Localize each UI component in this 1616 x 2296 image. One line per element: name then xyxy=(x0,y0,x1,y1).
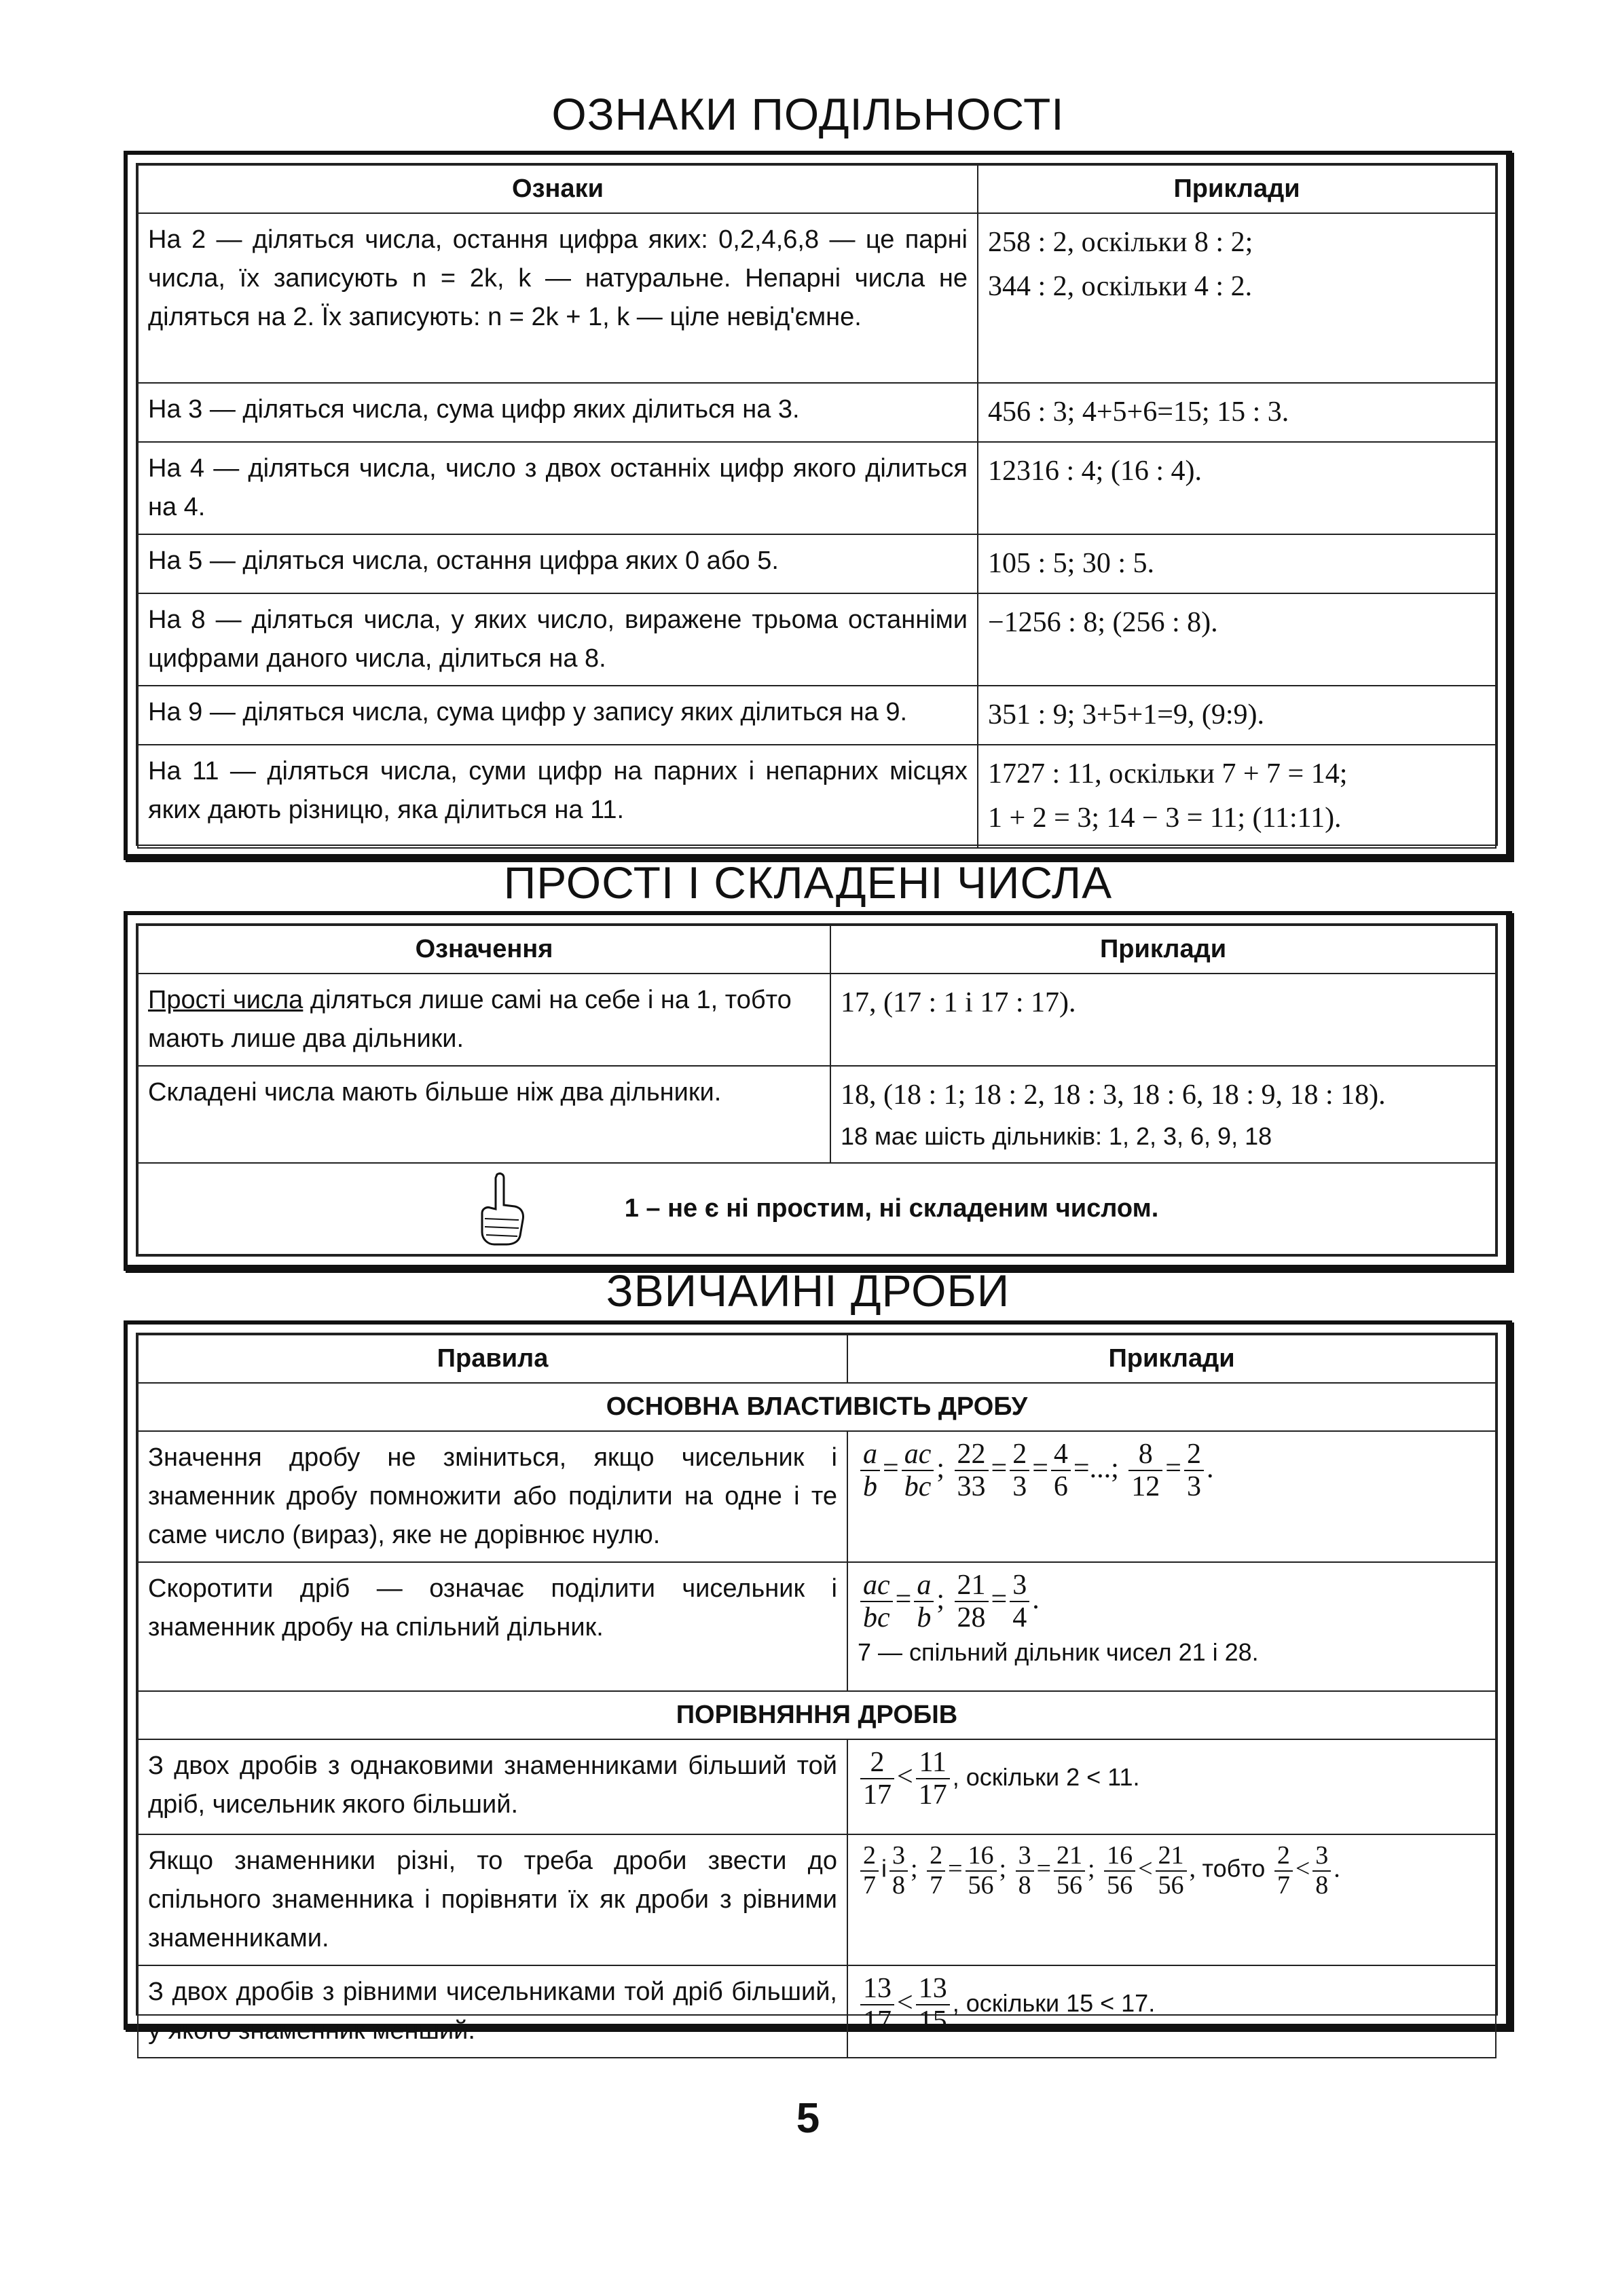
prime-example: 17, (17 : 1 і 17 : 17). xyxy=(830,974,1496,1066)
col-header-examples: Приклади xyxy=(978,165,1496,213)
example-same-numerator: $\frac{13}{17}$ < $\frac{13}{15}$ , оскільки 15 < 17. xyxy=(847,1965,1496,2058)
divisibility-table-frame xyxy=(124,151,1512,860)
rule-reduce: Скоротити дріб — означає поділити чисельник і знаменник дробу на спільний дільник. xyxy=(138,1562,847,1691)
example-5: 105 : 5; 30 : 5. xyxy=(978,534,1496,593)
example-reduce: $\frac{ac}{bc}$ = $\frac{a}{b}$ ; $\frac{21}{28}$ = $\frac{3}{4}$ . 7 — спільний дільник чисел 21 і 28. xyxy=(847,1562,1496,1691)
sign-8: На 8 — діляться числа, у яких число, виражене трьома останніми цифрами даного числа, ділиться на 8. xyxy=(138,593,978,686)
example-basic-property: $\frac{a}{b}$ = $\frac{ac}{bc}$ ; $\frac{22}{33}$ = $\frac{2}{3}$ = $\frac{4}{6}$ =...; $\frac{8}{12}$ = $\frac{2}{3}$ . xyxy=(847,1431,1496,1562)
primes-table xyxy=(137,925,1496,1255)
section2-title: ПРОСТІ І СКЛАДЕНІ ЧИСЛА xyxy=(503,857,1113,908)
note-row xyxy=(138,1163,1496,1255)
sign-11: На 11 — діляться числа, суми цифр на парних і непарних місцях яких дають різницю, яка ділиться на 11. xyxy=(138,745,978,848)
divisibility-table xyxy=(137,164,1496,849)
example-9: 351 : 9; 3+5+1=9, (9:9). xyxy=(978,686,1496,745)
col-header-definition: Означення xyxy=(138,925,830,974)
prime-term: Прості числа xyxy=(148,986,304,1014)
sign-2: На 2 — діляться числа, остання цифра яких: 0,2,4,6,8 — це парні числа, їх записують n = 2k, k — натуральне. Непарні числа не діляться на 2. Їх записують: n = 2k + 1, k — ціле невід'ємне. xyxy=(138,213,978,383)
example-8: −1256 : 8; (256 : 8). xyxy=(978,593,1496,686)
rule-same-numerator: З двох дробів з рівними чисельниками той дріб більший, у якого знаменник менший. xyxy=(138,1965,847,2058)
subheader-basic-property: ОСНОВНА ВЛАСТИВІСТЬ ДРОБУ xyxy=(138,1383,1496,1431)
example-2: 258 : 2, оскільки 8 : 2; 344 : 2, оскільки 4 : 2. xyxy=(978,213,1496,383)
col-header-examples: Приклади xyxy=(830,925,1496,974)
sign-3: На 3 — діляться числа, сума цифр яких ділиться на 3. xyxy=(138,383,978,442)
section1-title: ОЗНАКИ ПОДІЛЬНОСТІ xyxy=(551,89,1065,139)
composite-definition: Складені числа мають більше ніж два дільники. xyxy=(138,1066,830,1163)
prime-definition: Прості числа діляться лише самі на себе і на 1, тобто мають лише два дільники. xyxy=(138,974,830,1066)
fractions-table-frame xyxy=(124,1320,1512,2045)
fractions-table xyxy=(137,1334,1496,2058)
col-header-signs: Ознаки xyxy=(138,165,978,213)
example-4: 12316 : 4; (16 : 4). xyxy=(978,442,1496,534)
col-header-rules: Правила xyxy=(138,1335,847,1383)
composite-example: 18, (18 : 1; 18 : 2, 18 : 3, 18 : 6, 18 : 9, 18 : 18). 18 має шість дільників: 1, 2, 3, 6, 9, 18 xyxy=(830,1066,1496,1163)
sign-5: На 5 — діляться числа, остання цифра яких 0 або 5. xyxy=(138,534,978,593)
example-3: 456 : 3; 4+5+6=15; 15 : 3. xyxy=(978,383,1496,442)
pointing-hand-icon xyxy=(475,1171,530,1246)
sign-9: На 9 — діляться числа, сума цифр у запису яких ділиться на 9. xyxy=(138,686,978,745)
subheader-comparison: ПОРІВНЯННЯ ДРОБІВ xyxy=(138,1691,1496,1739)
primes-table-frame xyxy=(124,911,1512,1271)
rule-basic-property: Значення дробу не зміниться, якщо чисельник і знаменник дробу помножити або поділити на одне і те саме число (вираз), яке не дорівнює нулю. xyxy=(138,1431,847,1562)
example-different-denominators: $\frac{2}{7}$ і $\frac{3}{8}$ ; $\frac{2}{7}$ = $\frac{16}{56}$ ; $\frac{3}{8}$ = $\frac{21}{56}$ ; $\frac{16}{56}$ < $\frac{21}{56}$ , тобто $\frac{2}{7}$ < $\frac{3}{8}$ . xyxy=(847,1834,1496,1965)
example-11: 1727 : 11, оскільки 7 + 7 = 14; 1 + 2 = 3; 14 − 3 = 11; (11:11). xyxy=(978,745,1496,848)
sign-4: На 4 — діляться числа, число з двох останніх цифр якого ділиться на 4. xyxy=(138,442,978,534)
example-same-denominator: $\frac{2}{17}$ < $\frac{11}{17}$ , оскільки 2 < 11. xyxy=(847,1739,1496,1834)
col-header-examples: Приклади xyxy=(847,1335,1496,1383)
rule-different-denominators: Якщо знаменники різні, то треба дроби звести до спільного знаменника і порівняти їх як дроби з рівними знаменниками. xyxy=(138,1834,847,1965)
rule-same-denominator: З двох дробів з однаковими знаменниками більший той дріб, чисельник якого більший. xyxy=(138,1739,847,1834)
note-text: 1 – не є ні простим, ні складеним числом. xyxy=(624,1193,1159,1223)
section3-title: ЗВИЧАЙНІ ДРОБИ xyxy=(606,1265,1010,1316)
page-number: 5 xyxy=(796,2095,820,2142)
